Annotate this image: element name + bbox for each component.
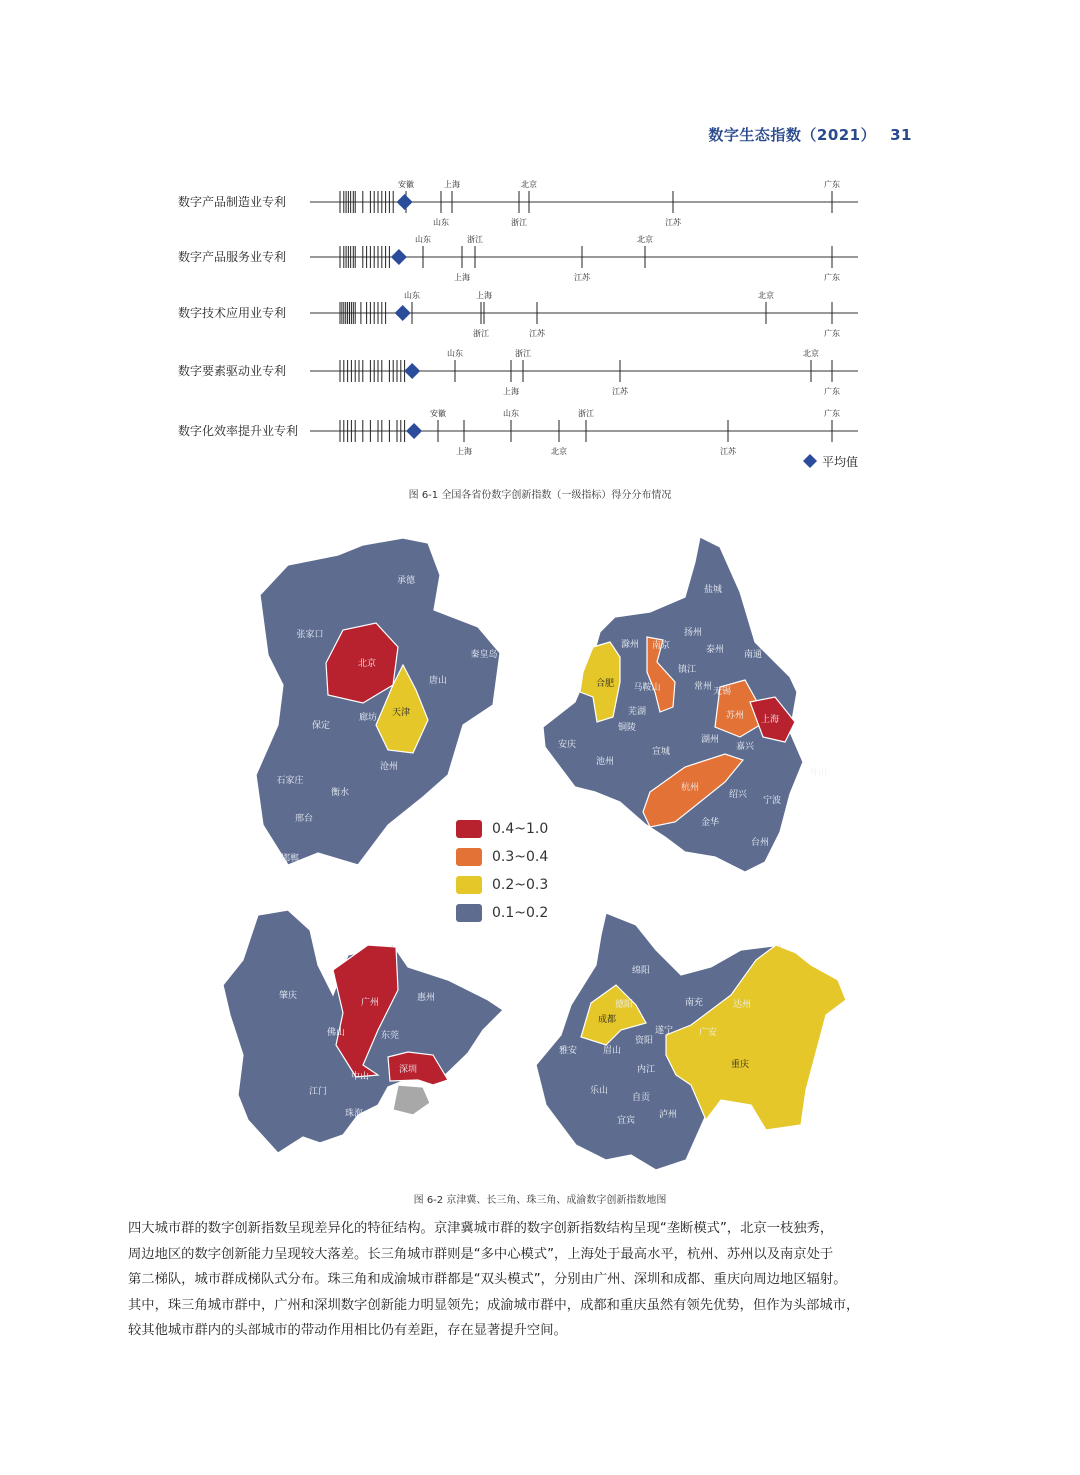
legend-label: 0.3~0.4: [492, 849, 549, 865]
province-label: 江苏: [529, 329, 545, 338]
city-label: 眉山: [602, 1046, 622, 1056]
city-label: 南京: [651, 641, 671, 651]
strip-row: [178, 290, 858, 338]
city-label: 廊坊: [358, 713, 378, 723]
province-label: 安徽: [398, 180, 414, 189]
mean-marker: [397, 194, 413, 210]
city-label: 德阳: [614, 1000, 634, 1010]
province-label: 北京: [521, 180, 537, 189]
region-hongkong: [393, 1085, 430, 1115]
city-label: 内江: [636, 1065, 656, 1075]
row-label: 数字产品制造业专利: [178, 195, 287, 209]
province-label: 江苏: [720, 447, 736, 456]
city-label: 中山: [350, 1072, 370, 1082]
province-label: 山东: [415, 235, 431, 244]
province-label: 山东: [433, 218, 449, 227]
row-label: 数字化效率提升业专利: [178, 424, 299, 438]
strip-chart: [0, 170, 1080, 475]
city-label: 北京: [357, 659, 377, 669]
city-label: 达州: [732, 1000, 752, 1010]
province-label: 山东: [447, 349, 463, 358]
city-label: 惠州: [416, 993, 436, 1003]
province-label: 广东: [824, 329, 840, 338]
province-label: 北京: [803, 349, 819, 358]
city-label: 滁州: [620, 640, 640, 650]
province-label: 安徽: [430, 409, 446, 418]
row-label: 数字要素驱动业专利: [178, 364, 287, 378]
province-label: 山东: [404, 291, 420, 300]
strip-row: [178, 408, 858, 456]
city-label: 肇庆: [278, 991, 298, 1001]
city-label: 铜陵: [617, 723, 637, 733]
province-label: 浙江: [511, 218, 527, 227]
city-label: 南通: [743, 650, 763, 660]
city-label: 上海: [760, 715, 780, 725]
city-label: 深圳: [398, 1065, 418, 1075]
city-label: 湖州: [700, 735, 720, 745]
city-label: 马鞍山: [633, 683, 661, 693]
city-label: 天津: [391, 708, 411, 718]
city-label: 江门: [308, 1087, 328, 1097]
page-header: [708, 124, 912, 145]
city-label: 自贡: [631, 1093, 651, 1103]
city-label: 邢台: [294, 814, 314, 824]
province-label: 浙江: [578, 409, 594, 418]
province-label: 山东: [503, 409, 519, 418]
strip-row: [178, 179, 858, 227]
province-label: 上海: [476, 291, 492, 300]
page-number: 31: [890, 126, 912, 144]
province-label: 江苏: [574, 273, 590, 282]
figure-2-caption: 图 6-2 京津冀、长三角、珠三角、成渝数字创新指数地图: [413, 1195, 667, 1206]
legend-item: [456, 815, 548, 843]
province-label: 江苏: [612, 387, 628, 396]
province-label: 北京: [637, 235, 653, 244]
province-label: 上海: [503, 387, 519, 396]
legend-label: 0.1~0.2: [492, 905, 549, 921]
strip-row: [178, 348, 858, 396]
legend-swatch: [456, 876, 482, 894]
map-zhusanjiao: [218, 905, 508, 1175]
city-label: 唐山: [428, 676, 448, 686]
body-line: 其中，珠三角城市群中，广州和深圳数字创新能力明显领先；成渝城市群中，成都和重庆虽然有领先优势，但作为头部城市，: [128, 1297, 860, 1313]
city-label: 常州: [693, 682, 713, 692]
province-label: 广东: [824, 387, 840, 396]
legend-swatch: [456, 820, 482, 838]
province-label: 浙江: [515, 349, 531, 358]
city-label: 金华: [700, 818, 720, 828]
strip-row: [178, 234, 858, 282]
body-line: 周边地区的数字创新能力呈现较大落差。长三角城市群则是“多中心模式”，上海处于最高水平，杭州、苏州以及南京处于: [128, 1246, 834, 1262]
body-line: 四大城市群的数字创新指数呈现差异化的特征结构。京津冀城市群的数字创新指数结构呈现“垄断模式”，北京一枝独秀，: [128, 1221, 834, 1236]
province-label: 广东: [824, 409, 840, 418]
city-label: 宣城: [651, 747, 671, 757]
body-paragraph: [128, 1216, 954, 1344]
map-changsanjiao: [535, 532, 840, 894]
row-label: 数字技术应用业专利: [178, 306, 287, 320]
city-label: 邯郸: [280, 854, 300, 864]
province-label: 浙江: [473, 329, 489, 338]
mean-marker: [391, 249, 407, 265]
city-label: 广州: [360, 998, 380, 1008]
chart-legend: [803, 454, 858, 469]
mean-marker: [404, 363, 420, 379]
city-label: 绵阳: [631, 966, 651, 976]
city-label: 盐城: [703, 585, 723, 595]
city-label: 镇江: [677, 665, 697, 675]
city-label: 成都: [597, 1015, 617, 1025]
province-label: 浙江: [467, 235, 483, 244]
city-label: 资阳: [634, 1036, 654, 1046]
province-label: 上海: [454, 273, 470, 282]
city-label: 台州: [750, 838, 770, 848]
city-label: 苏州: [725, 711, 745, 721]
city-label: 宁波: [762, 796, 782, 806]
city-label: 张家口: [296, 630, 324, 640]
city-label: 泰州: [705, 645, 725, 655]
city-label: 东莞: [380, 1031, 400, 1041]
city-label: 池州: [595, 757, 615, 767]
map-chengyu: [536, 905, 846, 1175]
city-label: 舟山: [808, 768, 828, 778]
city-label: 秦皇岛: [470, 650, 498, 660]
city-label: 南充: [684, 998, 704, 1008]
header-title: 数字生态指数（2021）: [708, 126, 877, 144]
province-label: 北京: [551, 447, 567, 456]
province-label: 上海: [444, 180, 460, 189]
province-label: 广东: [824, 180, 840, 189]
row-label: 数字产品服务业专利: [178, 250, 287, 264]
province-label: 上海: [456, 447, 472, 456]
mean-marker: [406, 423, 422, 439]
city-label: 石家庄: [276, 776, 304, 786]
city-label: 广安: [698, 1028, 718, 1038]
mean-marker: [395, 305, 411, 321]
legend-mean-label: 平均值: [822, 455, 859, 469]
city-label: 安庆: [557, 740, 577, 750]
city-label: 乐山: [589, 1086, 609, 1096]
city-label: 杭州: [680, 783, 700, 793]
legend-mean-marker: [803, 454, 817, 468]
city-label: 重庆: [730, 1060, 750, 1070]
city-label: 衡水: [330, 788, 350, 798]
legend-swatch: [456, 848, 482, 866]
city-label: 扬州: [683, 628, 703, 638]
legend-label: 0.2~0.3: [492, 877, 549, 893]
province-label: 北京: [758, 291, 774, 300]
city-label: 珠海: [344, 1109, 364, 1119]
city-label: 绍兴: [728, 790, 748, 800]
city-label: 遂宁: [654, 1026, 674, 1036]
figure-1-caption: 图 6-1 全国各省份数字创新指数（一级指标）得分分布情况: [408, 490, 672, 501]
city-label: 无锡: [712, 687, 732, 697]
body-line: 较其他城市群内的头部城市的带动作用相比仍有差距，存在显著提升空间。: [128, 1323, 567, 1338]
legend-item: [456, 871, 548, 899]
city-label: 合肥: [595, 679, 615, 689]
city-label: 宜宾: [616, 1116, 636, 1126]
city-label: 雅安: [558, 1046, 578, 1056]
city-label: 嘉兴: [735, 742, 755, 752]
city-label: 芜湖: [627, 707, 647, 717]
city-label: 泸州: [658, 1110, 678, 1120]
province-label: 广东: [824, 273, 840, 282]
legend-label: 0.4~1.0: [492, 821, 549, 837]
city-label: 保定: [311, 721, 331, 731]
province-label: 江苏: [665, 218, 681, 227]
legend-item: [456, 843, 548, 871]
city-label: 佛山: [326, 1028, 346, 1038]
city-label: 承德: [396, 576, 416, 586]
body-line: 第二梯队，城市群成梯队式分布。珠三角和成渝城市群都是“双头模式”，分别由广州、深圳和成都、重庆向周边地区辐射。: [128, 1272, 847, 1287]
city-label: 沧州: [379, 762, 399, 772]
